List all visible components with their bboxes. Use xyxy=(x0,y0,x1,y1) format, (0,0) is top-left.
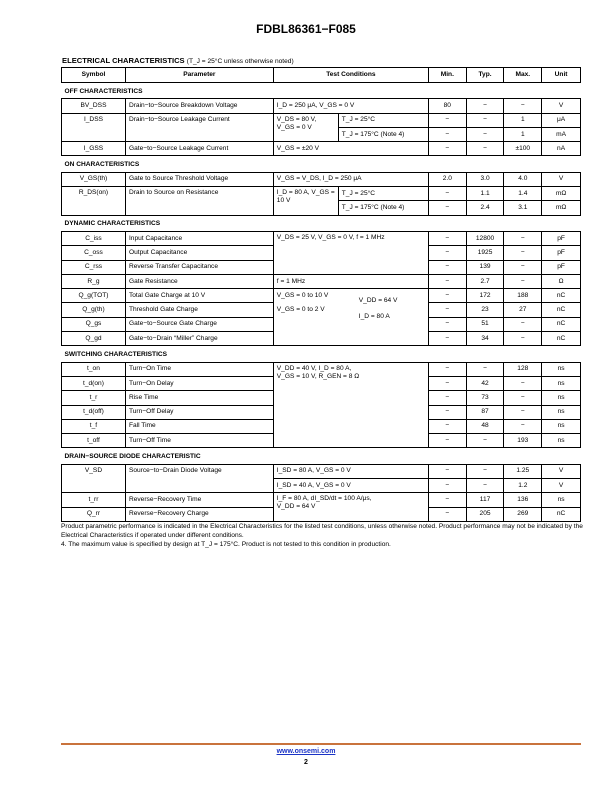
max-cell: 136 xyxy=(504,493,542,507)
condition-cell: I_SD = 40 A, V_GS = 0 V xyxy=(273,479,428,493)
min-cell: − xyxy=(428,246,466,260)
min-cell: 80 xyxy=(428,99,466,113)
parameter-cell: Total Gate Charge at 10 V xyxy=(125,289,273,303)
unit-cell: Ω xyxy=(542,274,581,288)
section-title-condition: (T_J = 25°C unless otherwise noted) xyxy=(186,58,294,65)
min-cell: − xyxy=(428,376,466,390)
max-cell: 1 xyxy=(504,113,542,127)
unit-cell: nC xyxy=(542,507,581,521)
typ-cell: − xyxy=(466,142,504,156)
unit-cell: pF xyxy=(542,260,581,274)
parameter-cell: Input Capacitance xyxy=(125,231,273,245)
max-cell: 3.1 xyxy=(504,201,542,215)
unit-cell: mΩ xyxy=(542,201,581,215)
condition-cell: T_J = 175°C (Note 4) xyxy=(338,127,428,141)
parameter-cell: Reverse Transfer Capacitance xyxy=(125,260,273,274)
table-row xyxy=(62,99,581,113)
col-header-symbol: Symbol xyxy=(62,68,126,83)
condition-cell xyxy=(273,362,428,448)
max-cell: − xyxy=(504,260,542,274)
symbol-cell: V_SD xyxy=(62,464,126,493)
page-number: 2 xyxy=(304,759,308,766)
performance-note: Product parametric performance is indicated in the Electrical Characteristics for the listed test conditions, unless otherwise noted. Product performance may not be indicated by the Electrical Characteristics if operated under different conditions. xyxy=(61,523,583,539)
symbol-cell: t_r xyxy=(62,391,126,405)
max-cell: − xyxy=(504,231,542,245)
condition-cell: T_J = 175°C (Note 4) xyxy=(338,201,428,215)
unit-cell: μA xyxy=(542,113,581,127)
symbol-cell: t_f xyxy=(62,419,126,433)
condition-cell: T_J = 25°C xyxy=(338,113,428,127)
section-row-on xyxy=(62,156,581,172)
symbol-cell: t_d(off) xyxy=(62,405,126,419)
typ-cell: − xyxy=(466,464,504,478)
symbol-cell: Q_gs xyxy=(62,317,126,331)
min-cell: 2.0 xyxy=(428,172,466,186)
max-cell: − xyxy=(504,405,542,419)
unit-cell: nC xyxy=(542,303,581,317)
unit-cell: ns xyxy=(542,376,581,390)
unit-cell: ns xyxy=(542,419,581,433)
col-header-parameter: Parameter xyxy=(125,68,273,83)
table-header-row xyxy=(62,68,581,83)
parameter-cell: Turn−On Delay xyxy=(125,376,273,390)
col-header-unit: Unit xyxy=(542,68,581,83)
symbol-cell: Q_g(TOT) xyxy=(62,289,126,303)
parameter-cell: Threshold Gate Charge xyxy=(125,303,273,317)
unit-cell: nC xyxy=(542,332,581,346)
parameter-cell: Gate−to−Drain “Miller” Charge xyxy=(125,332,273,346)
website-link[interactable]: www.onsemi.com xyxy=(276,748,336,755)
section-title-main: ELECTRICAL CHARACTERISTICS xyxy=(62,56,185,65)
max-cell: 193 xyxy=(504,434,542,448)
table-row xyxy=(62,187,581,201)
parameter-cell: Drain−to−Source Leakage Current xyxy=(125,113,273,142)
typ-cell: − xyxy=(466,113,504,127)
max-cell: − xyxy=(504,419,542,433)
parameter-cell: Source−to−Drain Diode Voltage xyxy=(125,464,273,493)
table-row xyxy=(62,464,581,478)
typ-cell: − xyxy=(466,362,504,376)
symbol-cell: I_DSS xyxy=(62,113,126,142)
typ-cell: 34 xyxy=(466,332,504,346)
unit-cell: V xyxy=(542,464,581,478)
max-cell: 1 xyxy=(504,127,542,141)
table-row xyxy=(62,493,581,507)
typ-cell: 42 xyxy=(466,376,504,390)
parameter-cell: Reverse−Recovery Time xyxy=(125,493,273,507)
typ-cell: − xyxy=(466,479,504,493)
condition-cell: V_GS = ±20 V xyxy=(273,142,428,156)
unit-cell: nC xyxy=(542,317,581,331)
parameter-cell: Output Capacitance xyxy=(125,246,273,260)
max-cell: − xyxy=(504,391,542,405)
unit-cell: V xyxy=(542,99,581,113)
col-header-typ: Typ. xyxy=(466,68,504,83)
min-cell: − xyxy=(428,201,466,215)
typ-cell: 172 xyxy=(466,289,504,303)
min-cell: − xyxy=(428,405,466,419)
symbol-cell: Q_rr xyxy=(62,507,126,521)
part-number-title: FDBL86361−F085 xyxy=(256,22,356,36)
condition-text: V_DD = 40 V, I_D = 80 A, xyxy=(276,364,352,372)
max-cell: − xyxy=(504,317,542,331)
unit-cell: nC xyxy=(542,289,581,303)
max-cell: 1.25 xyxy=(504,464,542,478)
min-cell: − xyxy=(428,289,466,303)
max-cell: 4.0 xyxy=(504,172,542,186)
symbol-cell: C_iss xyxy=(62,231,126,245)
typ-cell: 1.1 xyxy=(466,187,504,201)
parameter-cell: Turn−On Time xyxy=(125,362,273,376)
condition-cell: f = 1 MHz xyxy=(273,274,428,288)
min-cell: − xyxy=(428,127,466,141)
condition-cell: V_DS = 80 V, V_GS = 0 V xyxy=(273,113,338,142)
section-heading-on: ON CHARACTERISTICS xyxy=(62,156,581,172)
unit-cell: pF xyxy=(542,246,581,260)
typ-cell: 139 xyxy=(466,260,504,274)
min-cell: − xyxy=(428,317,466,331)
section-heading-dynamic: DYNAMIC CHARACTERISTICS xyxy=(62,215,581,231)
max-cell: ±100 xyxy=(504,142,542,156)
condition-cell: I_SD = 80 A, V_GS = 0 V xyxy=(273,464,428,478)
typ-cell: 87 xyxy=(466,405,504,419)
unit-cell: ns xyxy=(542,493,581,507)
unit-cell: mA xyxy=(542,127,581,141)
max-cell: − xyxy=(504,274,542,288)
max-cell: 1.2 xyxy=(504,479,542,493)
min-cell: − xyxy=(428,507,466,521)
symbol-cell: t_off xyxy=(62,434,126,448)
parameter-cell: Gate to Source Threshold Voltage xyxy=(125,172,273,186)
min-cell: − xyxy=(428,260,466,274)
max-cell: 1.4 xyxy=(504,187,542,201)
symbol-cell: C_oss xyxy=(62,246,126,260)
unit-cell: ns xyxy=(542,391,581,405)
typ-cell: 2.4 xyxy=(466,201,504,215)
unit-cell: mΩ xyxy=(542,187,581,201)
symbol-cell: t_on xyxy=(62,362,126,376)
condition-text: V_GS = 10 V, R_GEN = 8 Ω xyxy=(276,372,360,380)
unit-cell: ns xyxy=(542,362,581,376)
condition-text: V_GS = 0 to 10 V xyxy=(276,292,329,300)
max-cell: 128 xyxy=(504,362,542,376)
symbol-cell: Q_g(th) xyxy=(62,303,126,317)
section-heading-diode: DRAIN−SOURCE DIODE CHARACTERISTIC xyxy=(62,448,581,464)
table-row xyxy=(62,113,581,127)
col-header-min: Min. xyxy=(428,68,466,83)
section-heading-off: OFF CHARACTERISTICS xyxy=(62,83,581,99)
symbol-cell: t_rr xyxy=(62,493,126,507)
typ-cell: 73 xyxy=(466,391,504,405)
section-row-off xyxy=(62,83,581,99)
typ-cell: − xyxy=(466,99,504,113)
condition-cell: I_D = 80 A, V_GS = 10 V xyxy=(273,187,338,216)
table-row xyxy=(62,142,581,156)
table-row xyxy=(62,289,581,303)
parameter-cell: Gate Resistance xyxy=(125,274,273,288)
condition-text: I_F = 80 A, dI_SD/dt = 100 A/μs, xyxy=(276,495,372,503)
unit-cell: V xyxy=(542,172,581,186)
symbol-cell: R_DS(on) xyxy=(62,187,126,216)
section-heading-switching: SWITCHING CHARACTERISTICS xyxy=(62,346,581,362)
typ-cell: 2.7 xyxy=(466,274,504,288)
typ-cell: 12800 xyxy=(466,231,504,245)
section-row-dynamic xyxy=(62,215,581,231)
symbol-cell: Q_gd xyxy=(62,332,126,346)
min-cell: − xyxy=(428,231,466,245)
min-cell: − xyxy=(428,142,466,156)
unit-cell: ns xyxy=(542,405,581,419)
max-cell: 269 xyxy=(504,507,542,521)
gate-charge-conditions xyxy=(273,289,428,346)
condition-cell: I_D = 250 μA, V_GS = 0 V xyxy=(273,99,428,113)
table-row xyxy=(62,274,581,288)
note-4: 4. The maximum value is specified by design at T_J = 175°C. Product is not tested to this condition in production. xyxy=(61,541,391,548)
condition-cell xyxy=(273,493,428,522)
min-cell: − xyxy=(428,274,466,288)
typ-cell: − xyxy=(466,127,504,141)
typ-cell: 48 xyxy=(466,419,504,433)
min-cell: − xyxy=(428,332,466,346)
min-cell: − xyxy=(428,187,466,201)
unit-cell: pF xyxy=(542,231,581,245)
parameter-cell: Fall Time xyxy=(125,419,273,433)
unit-cell: ns xyxy=(542,434,581,448)
typ-cell: 3.0 xyxy=(466,172,504,186)
min-cell: − xyxy=(428,434,466,448)
parameter-cell: Gate−to−Source Gate Charge xyxy=(125,317,273,331)
condition-cell: T_J = 25°C xyxy=(338,187,428,201)
table-notes xyxy=(61,522,583,549)
electrical-characteristics-table xyxy=(61,67,581,522)
typ-cell: − xyxy=(466,434,504,448)
max-cell: − xyxy=(504,332,542,346)
symbol-cell: C_rss xyxy=(62,260,126,274)
min-cell: − xyxy=(428,391,466,405)
max-cell: − xyxy=(504,376,542,390)
typ-cell: 51 xyxy=(466,317,504,331)
min-cell: − xyxy=(428,113,466,127)
parameter-cell: Reverse−Recovery Charge xyxy=(125,507,273,521)
parameter-cell: Drain−to−Source Breakdown Voltage xyxy=(125,99,273,113)
parameter-cell: Turn−Off Time xyxy=(125,434,273,448)
condition-text: V_GS = 0 to 2 V xyxy=(276,306,325,314)
min-cell: − xyxy=(428,303,466,317)
col-header-max: Max. xyxy=(504,68,542,83)
parameter-cell: Turn−Off Delay xyxy=(125,405,273,419)
symbol-cell: BV_DSS xyxy=(62,99,126,113)
table-row xyxy=(62,362,581,376)
condition-text: V_DD = 64 V xyxy=(358,297,398,305)
max-cell: 27 xyxy=(504,303,542,317)
condition-cell: V_DS = 25 V, V_GS = 0 V, f = 1 MHz xyxy=(273,231,428,274)
min-cell: − xyxy=(428,493,466,507)
parameter-cell: Drain to Source on Resistance xyxy=(125,187,273,216)
footer-rule xyxy=(61,743,581,745)
condition-cell: V_GS = V_DS, I_D = 250 μA xyxy=(273,172,428,186)
min-cell: − xyxy=(428,464,466,478)
min-cell: − xyxy=(428,419,466,433)
symbol-cell: I_GSS xyxy=(62,142,126,156)
typ-cell: 117 xyxy=(466,493,504,507)
condition-text: V_DD = 64 V xyxy=(276,503,316,511)
col-header-test-conditions: Test Conditions xyxy=(273,68,428,83)
section-row-switching xyxy=(62,346,581,362)
section-row-diode xyxy=(62,448,581,464)
max-cell: − xyxy=(504,99,542,113)
symbol-cell: V_GS(th) xyxy=(62,172,126,186)
min-cell: − xyxy=(428,479,466,493)
parameter-cell: Gate−to−Source Leakage Current xyxy=(125,142,273,156)
parameter-cell: Rise Time xyxy=(125,391,273,405)
max-cell: − xyxy=(504,246,542,260)
typ-cell: 1925 xyxy=(466,246,504,260)
typ-cell: 23 xyxy=(466,303,504,317)
min-cell: − xyxy=(428,362,466,376)
symbol-cell: t_d(on) xyxy=(62,376,126,390)
condition-text: I_D = 80 A xyxy=(358,313,390,321)
section-title xyxy=(62,56,294,65)
table-row xyxy=(62,231,581,245)
unit-cell: nA xyxy=(542,142,581,156)
max-cell: 188 xyxy=(504,289,542,303)
table-row xyxy=(62,172,581,186)
typ-cell: 205 xyxy=(466,507,504,521)
unit-cell: V xyxy=(542,479,581,493)
symbol-cell: R_g xyxy=(62,274,126,288)
